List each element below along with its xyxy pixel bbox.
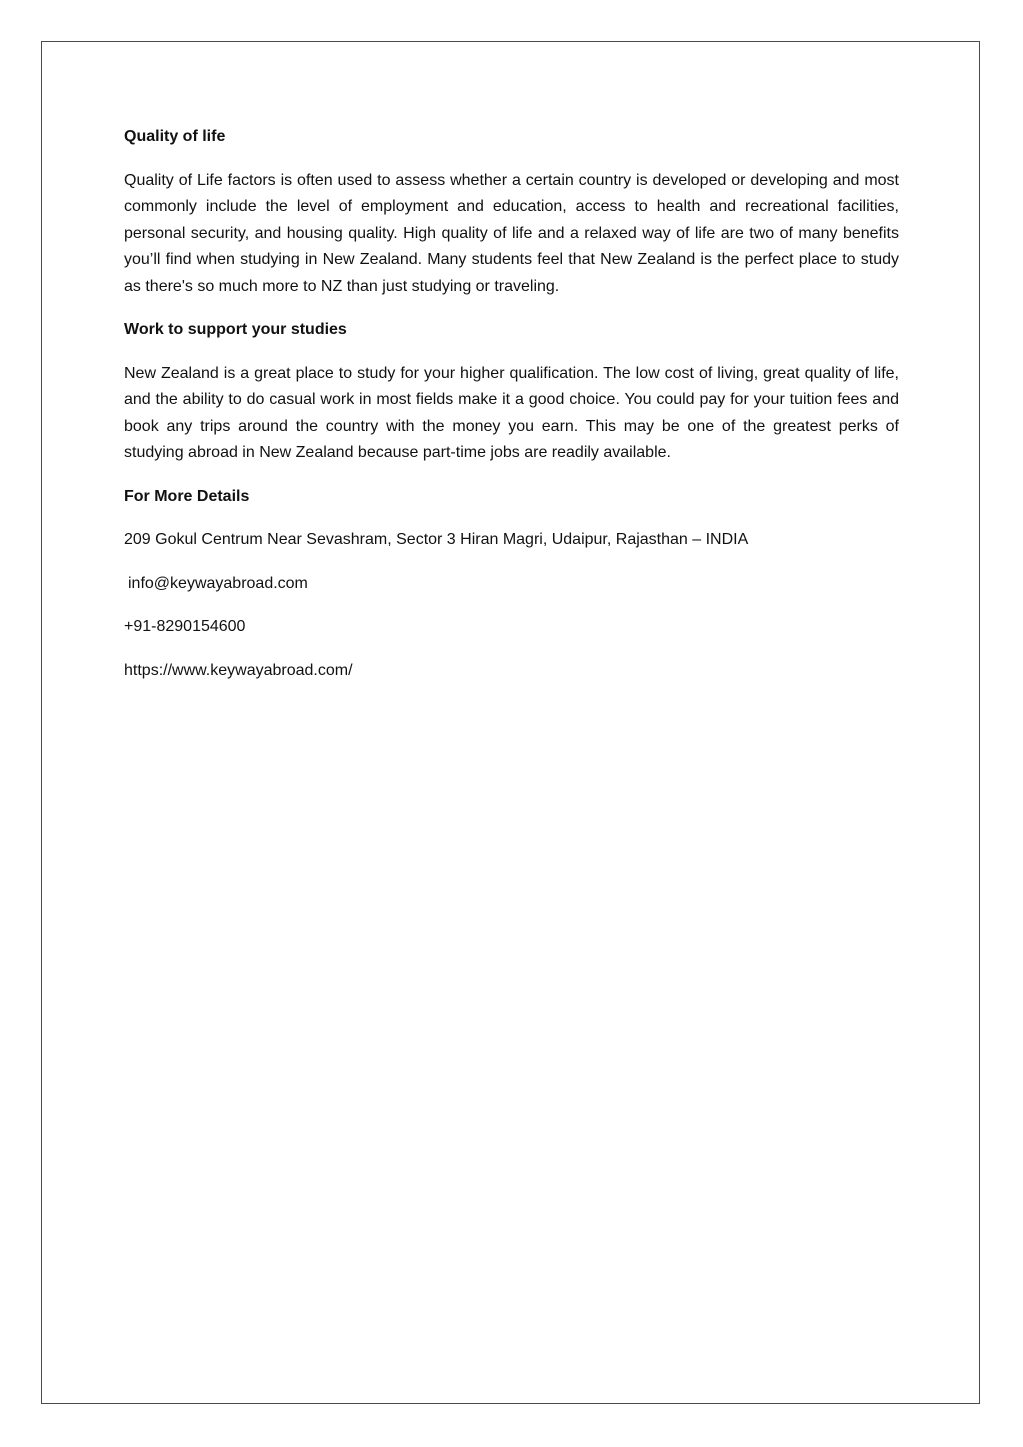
section-body-quality-of-life: Quality of Life factors is often used to assess whether a certain country is developed or developing and most commonly include the level of employment and education, access to health and recreational facilities, personal security, and housing quality. High quality of life and a relaxed way of life are two of many benefits you’ll find when studying in New Zealand. Many students feel that New Zealand is the perfect place to study as there's so much more to NZ than just studying or traveling. <box>124 171 899 295</box>
document-content <box>124 124 899 701</box>
contact-heading: For More Details <box>124 487 250 505</box>
section-body-work-support: New Zealand is a great place to study for your higher qualification. The low cost of living, great quality of life, and the ability to do casual work in most fields make it a good choice. You could pay for your tuition fees and book any trips around the country with the money you earn. This may be one of the greatest perks of studying abroad in New Zealand because part-time jobs are readily available. <box>124 364 899 461</box>
section-heading-work-support: Work to support your studies <box>124 321 347 338</box>
contact-website[interactable]: https://www.keywayabroad.com/ <box>124 661 353 679</box>
contact-phone: +91-8290154600 <box>124 618 246 635</box>
section-heading-quality-of-life: Quality of life <box>124 128 226 145</box>
contact-address: 209 Gokul Centrum Near Sevashram, Sector 3 Hiran Magri, Udaipur, Rajasthan – INDIA <box>124 531 749 548</box>
contact-email[interactable]: info@keywayabroad.com <box>128 574 308 592</box>
